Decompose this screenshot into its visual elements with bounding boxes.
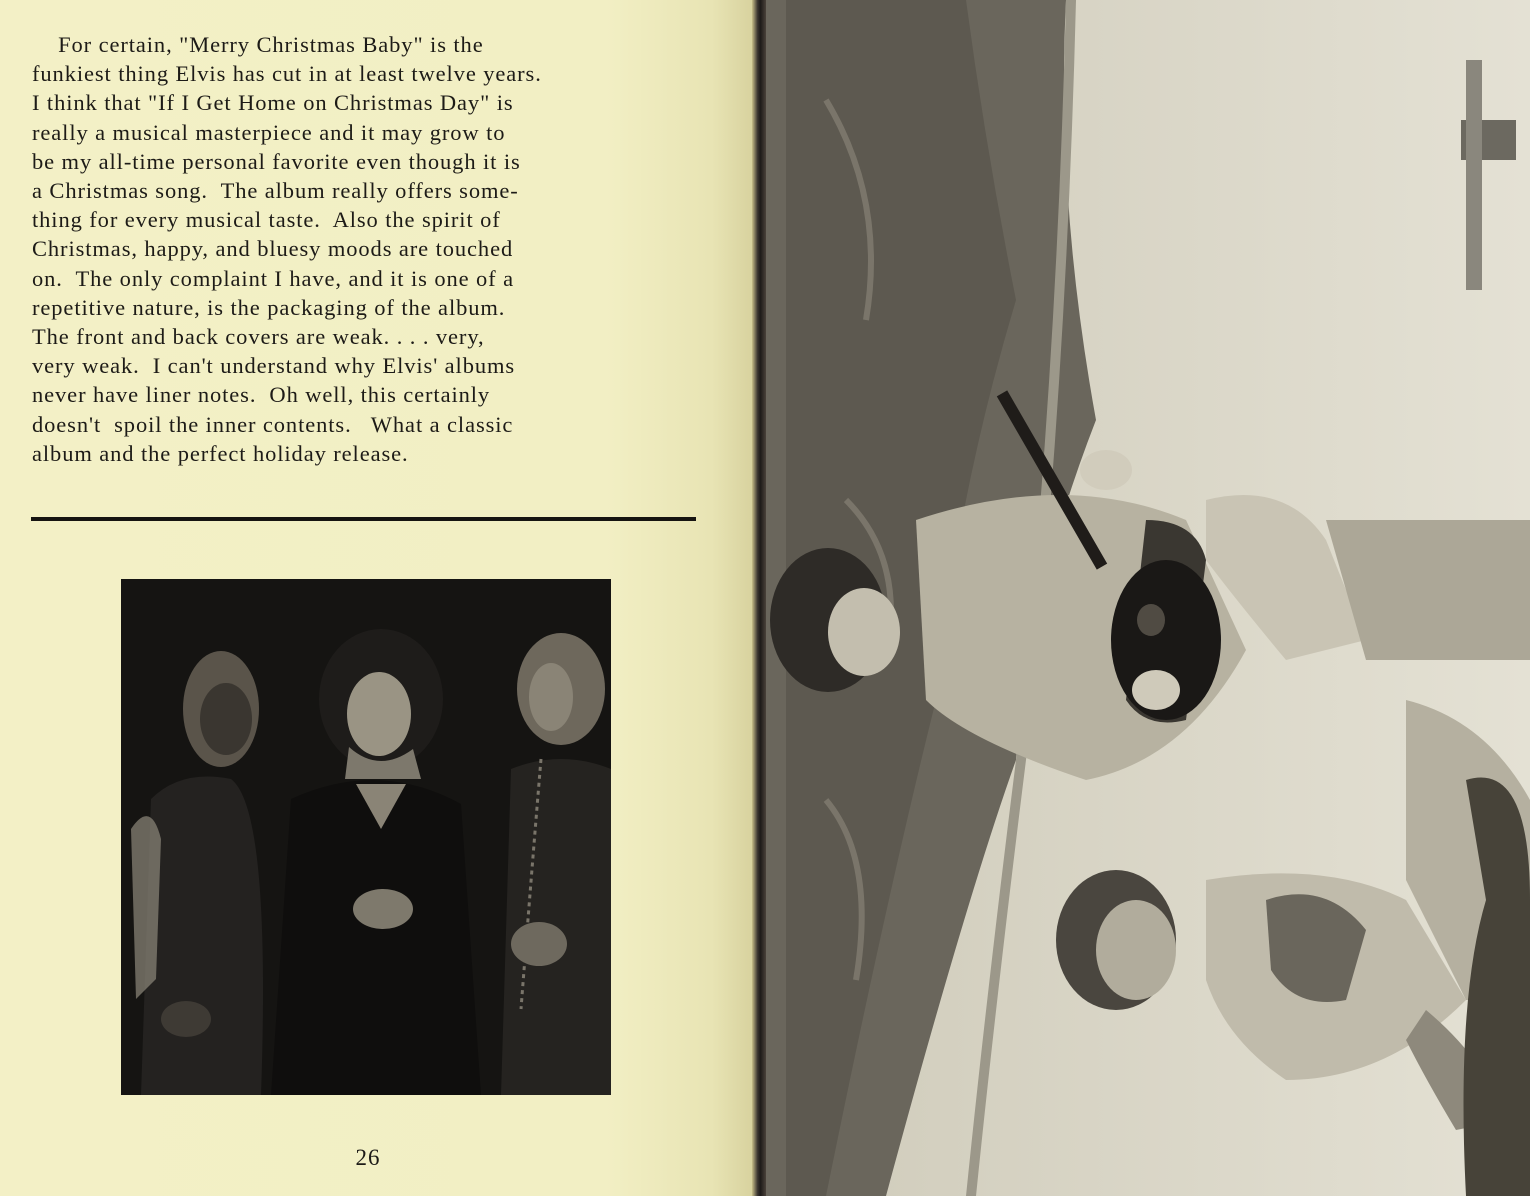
beach-photo-rotated [766,0,1530,1196]
page-number: 26 [355,1145,381,1170]
horizontal-rule [31,517,696,521]
text-line: thing for every musical taste. Also the spirit of [32,207,501,233]
text-line: be my all-time personal favorite even though it is [32,148,521,174]
text-line: really a musical masterpiece and it may grow to [32,119,506,145]
left-page [0,0,757,1196]
body-paragraph [32,30,700,468]
text-line: repetitive nature, is the packaging of the album. [32,294,506,320]
text-line: funkiest thing Elvis has cut in at least twelve years. [32,61,542,87]
text-line: I think that "If I Get Home on Christmas Day" is [32,90,514,116]
text-line: The front and back covers are weak. . . . very, [32,324,485,350]
right-page-photo [766,0,1530,1196]
text-line: a Christmas song. The album really offers some- [32,178,519,204]
book-gutter [752,0,766,1196]
text-line: Christmas, happy, and bluesy moods are touched [32,236,514,262]
text-line: never have liner notes. Oh well, this certainly [32,382,491,408]
text-line: very weak. I can't understand why Elvis' albums [32,353,516,379]
photo-three-women-image [121,579,611,1095]
photo-three-women [121,579,611,1095]
text-line: doesn't spoil the inner contents. What a classic [32,411,514,437]
text-line: album and the perfect holiday release. [32,440,409,466]
text-line: For certain, "Merry Christmas Baby" is the [32,32,484,57]
text-line: on. The only complaint I have, and it is one of a [32,265,514,291]
